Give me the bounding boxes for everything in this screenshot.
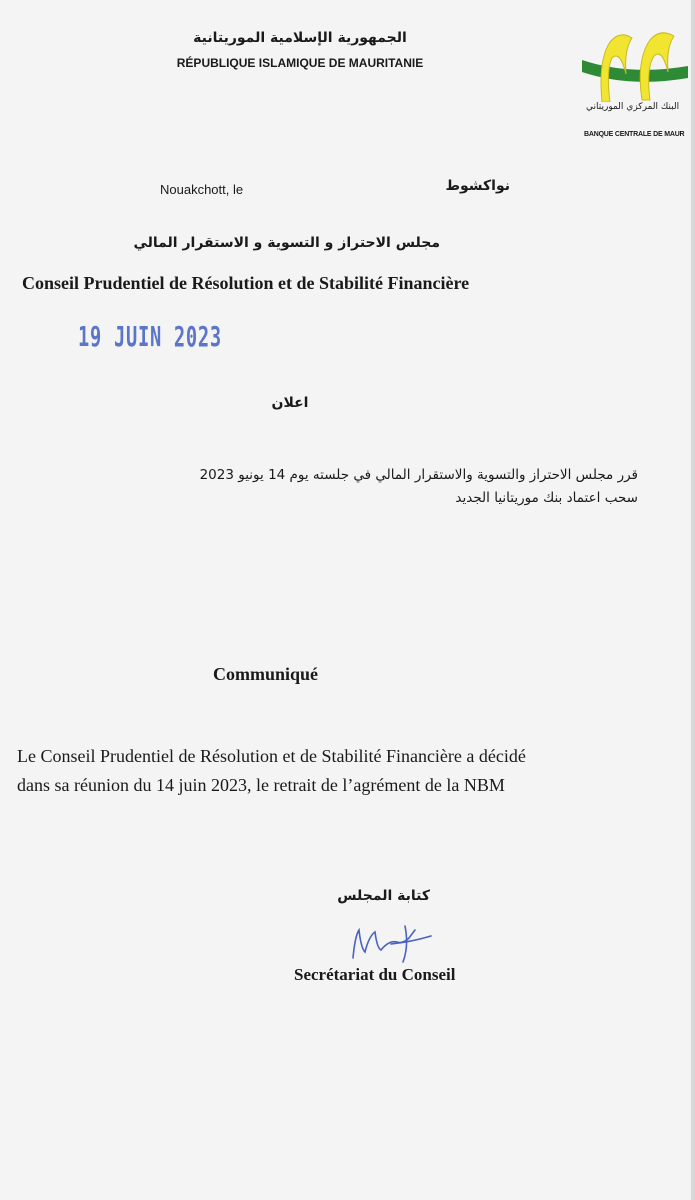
secretariat-arabic: كتابة المجلس — [337, 888, 430, 904]
announcement-title-arabic: اعلان — [271, 395, 309, 411]
communique-line: Le Conseil Prudentiel de Résolution et de Stabilité Financière a décidé — [17, 746, 526, 766]
secretariat-french: Secrétariat du Conseil — [294, 965, 456, 984]
header-country-arabic: الجمهورية الإسلامية الموريتانية — [193, 30, 407, 46]
signature — [345, 922, 440, 967]
date-stamp: 19 JUIN 2023 — [78, 322, 222, 354]
page-edge — [691, 0, 695, 1200]
place-date-arabic: نواكشوط — [445, 178, 510, 194]
central-bank-logo — [580, 30, 690, 102]
council-name-french: Conseil Prudentiel de Résolution et de Stabilité Financière — [22, 273, 470, 293]
header-country-french: RÉPUBLIQUE ISLAMIQUE DE MAURITANIE — [176, 56, 424, 70]
announcement-line: سحب اعتماد بنك موريتانيا الجديد — [455, 490, 638, 506]
communique-body-french — [17, 742, 677, 800]
logo-arabic-name: البنك المركزي الموريتاني — [586, 102, 680, 112]
communique-title: Communiqué — [213, 664, 319, 684]
announcement-body-arabic — [70, 464, 638, 510]
logo-french-name: BANQUE CENTRALE DE MAUR — [584, 131, 685, 138]
announcement-line: قرر مجلس الاحتراز والتسوية والاستقرار المالي في جلسته يوم 14 يونيو 2023 — [199, 467, 638, 483]
place-date-french: Nouakchott, le — [160, 182, 244, 197]
communique-line: dans sa réunion du 14 juin 2023, le retrait de l’agrément de la NBM — [17, 775, 505, 795]
council-name-arabic: مجلس الاحتراز و التسوية و الاستقرار المالي — [133, 235, 440, 251]
